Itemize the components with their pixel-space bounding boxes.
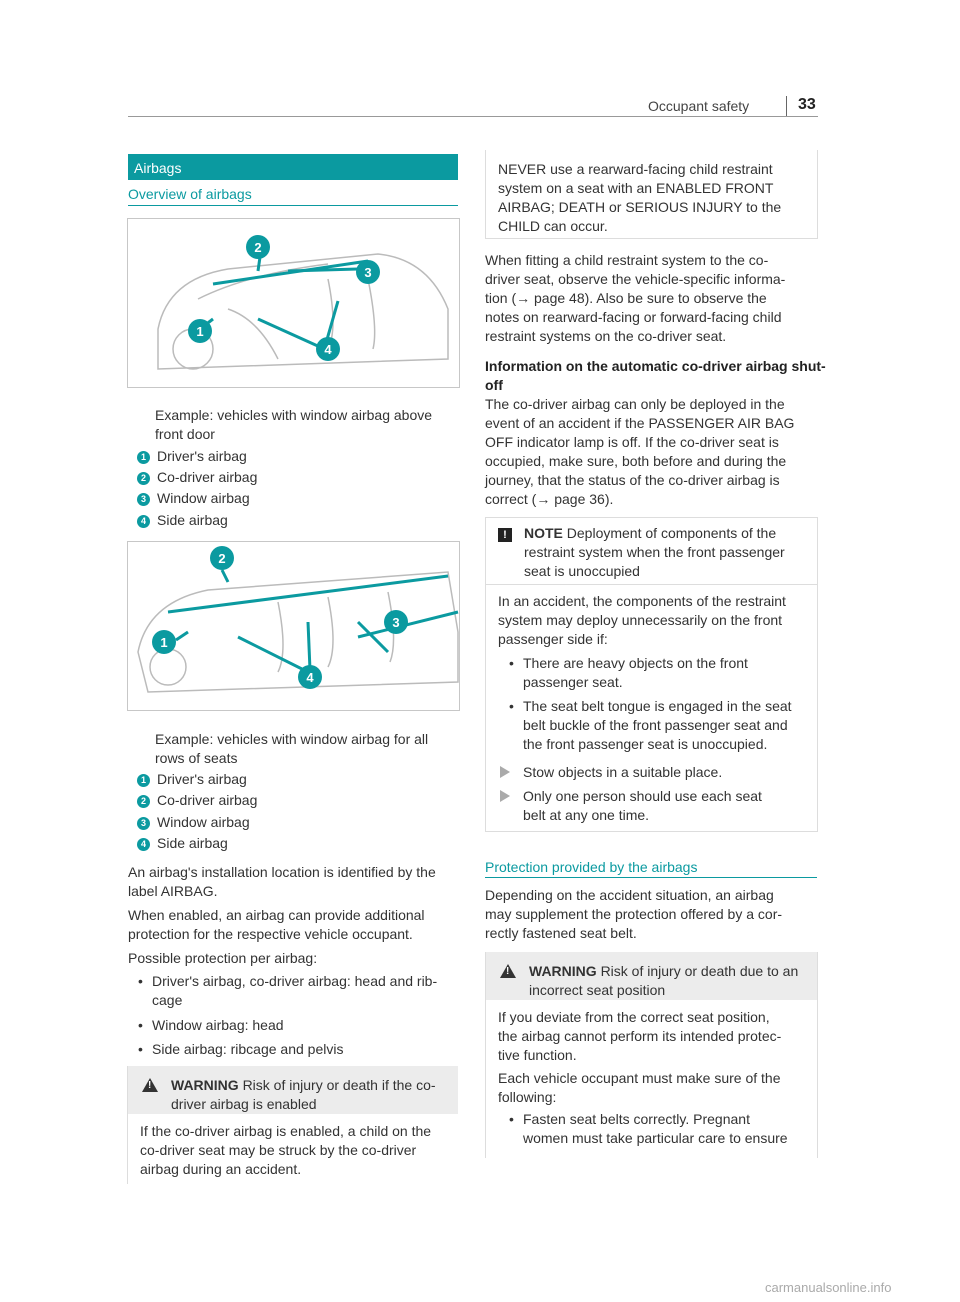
svg-text:1: 1	[160, 635, 168, 650]
warning-triangle-icon	[142, 1078, 158, 1092]
svg-text:3: 3	[364, 265, 372, 280]
header-divider	[786, 96, 787, 116]
bullet-item: • Driver's airbag, co-driver airbag: head and rib- cage	[138, 973, 438, 1008]
note-action-item: Only one person should use each seat belt at any one time.	[523, 788, 762, 823]
note-bullet-item: • There are heavy objects on the front passenger seat.	[509, 655, 748, 690]
figure2-caption: Example: vehicles with window airbag for all rows of seats	[155, 731, 429, 766]
legend-item-driver: 1 Driver's airbag	[137, 770, 247, 789]
legend-item-codriver: 2 Co-driver airbag	[137, 468, 257, 487]
warning-bullet-item: • Fasten seat belts correctly. Pregnant women must take particular care to ensure	[509, 1111, 788, 1146]
note-exclamation-icon: !	[498, 528, 512, 542]
paragraph-airbag-shutoff: The co-driver airbag can only be deployed in the event of an accident if the PASSENGER AIR BAG OFF indicator lamp is off. If the co-driver seat is occupied, make sure, both before and during the journey, that the status of the co-driver airbag is correct (→ page 36).	[485, 396, 795, 507]
paragraph-installation-location: An airbag's installation location is identified by the label AIRBAG.	[128, 864, 436, 899]
action-arrow-icon	[500, 766, 510, 778]
svg-text:2: 2	[254, 240, 262, 255]
svg-text:3: 3	[392, 615, 400, 630]
bullet-item: • Side airbag: ribcage and pelvis	[138, 1041, 344, 1057]
paragraph-possible-protection: Possible protection per airbag:	[128, 950, 318, 966]
airbag-figure-1	[127, 218, 460, 388]
note-box	[485, 517, 818, 832]
warning-box-continued	[485, 150, 818, 239]
bullet-item: • Window airbag: head	[138, 1017, 284, 1033]
legend-item-window: 3 Window airbag	[137, 489, 250, 508]
legend-item-codriver: 2 Co-driver airbag	[137, 791, 257, 810]
note-bullet-item: • The seat belt tongue is engaged in the seat belt buckle of the front passenger seat and the front passenger seat is unoccupied.	[509, 698, 792, 752]
warning-body: Each vehicle occupant must make sure of the following:	[498, 1070, 781, 1105]
running-header-title: Occupant safety	[648, 98, 750, 114]
section-rule	[128, 205, 458, 206]
action-arrow-icon	[500, 790, 510, 802]
svg-text:1: 1	[196, 324, 204, 339]
page-number: 33	[798, 96, 816, 113]
note-title: NOTE Deployment of components of the restraint system when the front passenger seat is unoccupied	[524, 525, 785, 579]
warning-triangle-icon	[500, 964, 516, 978]
legend-item-side: 4 Side airbag	[137, 511, 228, 530]
svg-text:2: 2	[218, 551, 226, 566]
callout-markers	[188, 235, 380, 361]
warning-box-codriver	[127, 1066, 458, 1184]
subheading-airbag-shutoff: Information on the automatic co-driver airbag shut- off	[485, 358, 826, 393]
warning-title: WARNING Risk of injury or death if the co- driver airbag is enabled	[171, 1077, 436, 1112]
figure1-caption: Example: vehicles with window airbag above front door	[155, 407, 433, 442]
header-rule	[128, 116, 818, 117]
watermark: carmanualsonline.info	[765, 1280, 892, 1295]
car-interior-illustration-2	[128, 542, 459, 710]
legend-item-window: 3 Window airbag	[137, 813, 250, 832]
legend-item-side: 4 Side airbag	[137, 834, 228, 853]
section-title-protection: Protection provided by the airbags	[485, 859, 698, 875]
legend-item-driver: 1 Driver's airbag	[137, 447, 247, 466]
note-action-item: Stow objects in a suitable place.	[523, 764, 723, 780]
svg-text:4: 4	[306, 670, 314, 685]
section-rule	[485, 877, 817, 878]
car-interior-illustration-1	[128, 219, 459, 387]
svg-text:4: 4	[324, 342, 332, 357]
warning-title: WARNING Risk of injury or death due to an incorrect seat position	[529, 963, 799, 998]
warning-body: If you deviate from the correct seat position, the airbag cannot perform its intended protec- tive function.	[498, 1009, 782, 1063]
chapter-title: Airbags	[134, 160, 182, 176]
section-title-overview: Overview of airbags	[128, 186, 252, 202]
airbag-figure-2	[127, 541, 460, 711]
paragraph-child-restraint: When fitting a child restraint system to the co- driver seat, observe the vehicle-specific informa- tion (→ page 48). Also be sure to observe the notes on rearward-facing or forward-facing child restraint systems on the co-driver seat.	[485, 252, 786, 344]
warning-body: If the co-driver airbag is enabled, a child on the co-driver seat may be struck by the co-driver airbag during an accident.	[140, 1123, 432, 1177]
paragraph-additional-protection: When enabled, an airbag can provide additional protection for the respective vehicle occupant.	[128, 907, 425, 942]
note-intro: In an accident, the components of the restraint system may deploy unnecessarily on the front passenger side if:	[498, 593, 786, 647]
chapter-bar	[128, 154, 458, 180]
paragraph-protection: Depending on the accident situation, an airbag may supplement the protection offered by a cor- rectly fastened seat belt.	[485, 887, 783, 941]
warning-box-seat-position	[485, 952, 818, 1158]
warning-continued-text: NEVER use a rearward-facing child restraint system on a seat with an ENABLED FRONT AIRBAG; DEATH or SERIOUS INJURY to the CHILD can occur.	[498, 161, 782, 234]
